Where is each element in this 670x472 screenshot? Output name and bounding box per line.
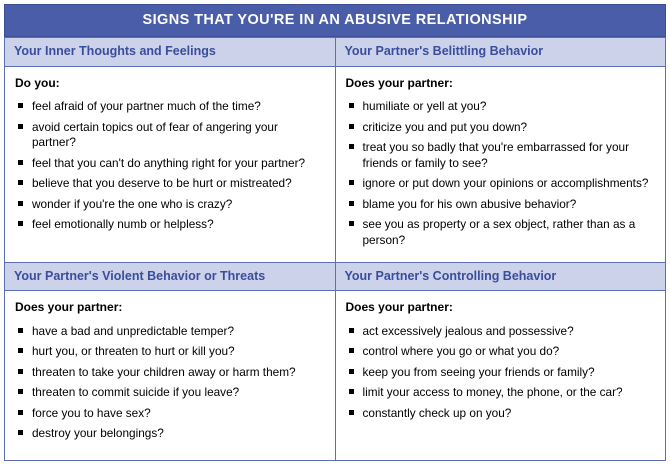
list-item <box>15 99 325 115</box>
quadrant-body <box>336 291 666 460</box>
list-item-text: force you to have sex? <box>32 405 151 420</box>
list-item-text: keep you from seeing your friends or family? <box>362 364 595 379</box>
list-item-text: feel that you can't do anything right for your partner? <box>32 155 306 170</box>
square-bullet-icon <box>18 348 23 353</box>
quadrant-prompt: Does your partner: <box>15 300 123 315</box>
square-bullet-icon <box>349 389 354 394</box>
list-item-text: see you as property or a sex object, rather than as a person? <box>362 217 636 247</box>
quadrant-body <box>336 67 666 262</box>
square-bullet-icon <box>18 160 23 165</box>
list-item-text: treat you so badly that you're embarrassed for your friends or family to see? <box>362 140 630 170</box>
list-item <box>346 176 656 192</box>
grid-row-top <box>5 38 666 263</box>
square-bullet-icon <box>349 144 354 149</box>
quadrant-heading: Your Partner's Controlling Behavior <box>336 263 666 292</box>
quadrant-prompt: Does your partner: <box>345 75 453 90</box>
quadrant-prompt: Do you: <box>15 75 60 90</box>
list-item-text: control where you go or what you do? <box>362 344 560 359</box>
square-bullet-icon <box>349 103 354 108</box>
square-bullet-icon <box>349 201 354 206</box>
list-item <box>15 217 325 233</box>
square-bullet-icon <box>18 103 23 108</box>
quadrant-body <box>5 291 335 460</box>
quadrant-inner-thoughts <box>5 38 336 263</box>
list-item <box>346 120 656 136</box>
list-item-text: hurt you, or threaten to hurt or kill you? <box>32 344 235 359</box>
square-bullet-icon <box>18 389 23 394</box>
list-item <box>15 120 325 151</box>
list-item-text: wonder if you're the one who is crazy? <box>32 196 233 211</box>
list-item-text: believe that you deserve to be hurt or mistreated? <box>32 176 292 191</box>
quadrant-heading: Your Partner's Violent Behavior or Threats <box>5 263 335 292</box>
list-item <box>346 324 656 340</box>
list-item <box>346 406 656 422</box>
quadrant-belittling-behavior <box>335 38 666 263</box>
grid-row-bottom <box>5 262 666 461</box>
list-item <box>346 197 656 213</box>
square-bullet-icon <box>18 221 23 226</box>
list-item-text: blame you for his own abusive behavior? <box>362 196 577 211</box>
list-item <box>15 324 325 340</box>
square-bullet-icon <box>18 369 23 374</box>
list-item-text: have a bad and unpredictable temper? <box>32 323 235 338</box>
quadrant-heading: Your Partner's Belittling Behavior <box>336 38 666 67</box>
square-bullet-icon <box>18 201 23 206</box>
list-item <box>346 99 656 115</box>
quadrant-prompt: Does your partner: <box>345 300 453 315</box>
list-item <box>346 365 656 381</box>
quadrant-violent-behavior <box>5 262 336 461</box>
abuse-signs-infographic <box>0 4 670 472</box>
quadrant-list <box>346 324 656 422</box>
square-bullet-icon <box>349 410 354 415</box>
list-item-text: criticize you and put you down? <box>362 119 528 134</box>
square-bullet-icon <box>18 180 23 185</box>
list-item-text: constantly check up on you? <box>362 405 512 420</box>
list-item <box>346 217 656 248</box>
quadrant-list <box>15 324 325 442</box>
list-item <box>15 344 325 360</box>
list-item <box>15 365 325 381</box>
square-bullet-icon <box>349 348 354 353</box>
square-bullet-icon <box>18 124 23 129</box>
list-item-text: act excessively jealous and possessive? <box>362 323 574 338</box>
square-bullet-icon <box>349 124 354 129</box>
list-item <box>15 197 325 213</box>
square-bullet-icon <box>349 180 354 185</box>
quadrant-list <box>346 99 656 249</box>
square-bullet-icon <box>18 410 23 415</box>
quadrant-list <box>15 99 325 233</box>
list-item <box>15 385 325 401</box>
square-bullet-icon <box>349 328 354 333</box>
square-bullet-icon <box>349 221 354 226</box>
list-item-text: feel afraid of your partner much of the time? <box>32 99 261 114</box>
list-item-text: threaten to commit suicide if you leave? <box>32 385 240 400</box>
list-item-text: humiliate or yell at you? <box>362 99 487 114</box>
quadrant-controlling-behavior <box>335 262 666 461</box>
quadrant-heading: Your Inner Thoughts and Feelings <box>5 38 335 67</box>
list-item <box>15 176 325 192</box>
signs-grid <box>4 37 666 461</box>
page-title: SIGNS THAT YOU'RE IN AN ABUSIVE RELATIONSHIP <box>4 4 666 37</box>
square-bullet-icon <box>18 430 23 435</box>
square-bullet-icon <box>349 369 354 374</box>
list-item <box>15 156 325 172</box>
square-bullet-icon <box>18 328 23 333</box>
list-item <box>15 406 325 422</box>
list-item <box>346 344 656 360</box>
list-item <box>15 426 325 442</box>
list-item-text: feel emotionally numb or helpless? <box>32 217 214 232</box>
list-item-text: destroy your belongings? <box>32 426 164 441</box>
list-item <box>346 385 656 401</box>
list-item-text: avoid certain topics out of fear of angering your partner? <box>32 119 278 150</box>
list-item <box>346 140 656 171</box>
list-item-text: limit your access to money, the phone, or the car? <box>362 385 623 400</box>
list-item-text: ignore or put down your opinions or accomplishments? <box>362 176 649 191</box>
quadrant-body <box>5 67 335 262</box>
list-item-text: threaten to take your children away or harm them? <box>32 364 296 379</box>
